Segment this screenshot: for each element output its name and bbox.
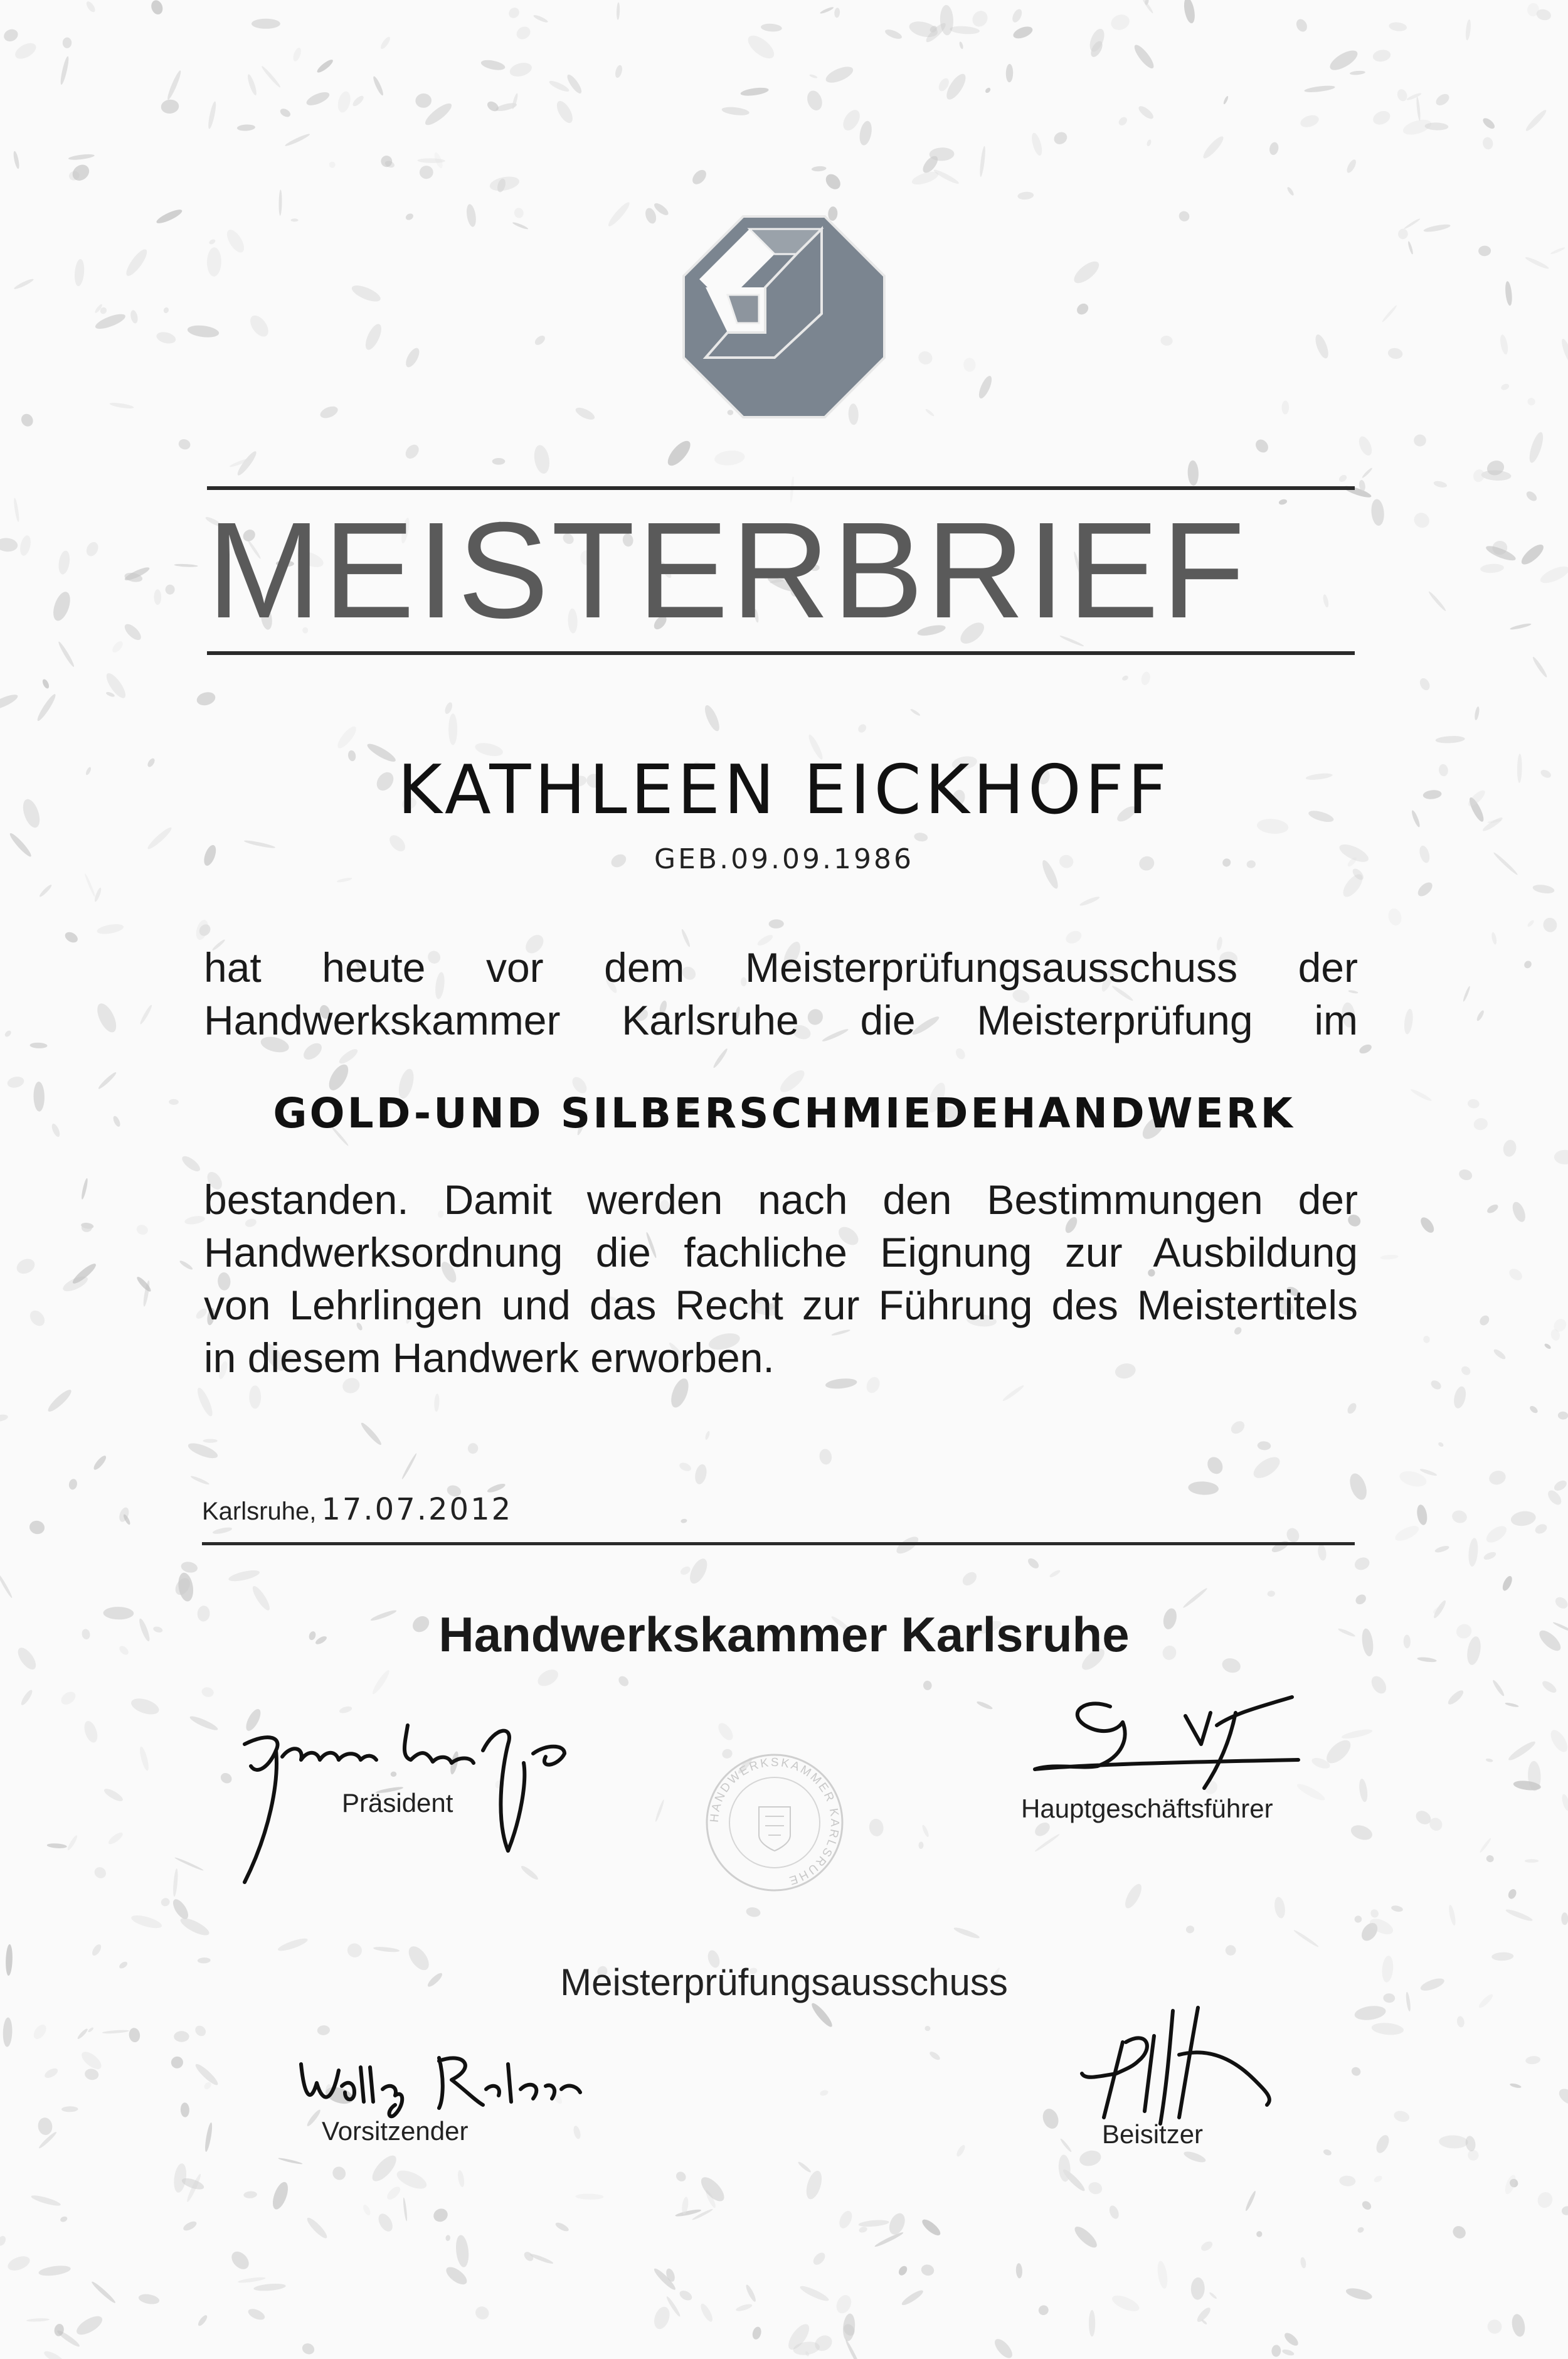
issue-date: 17.07.2012: [321, 1492, 513, 1527]
assessor-label: Beisitzer: [1102, 2119, 1204, 2149]
intro-paragraph: [204, 941, 1358, 1046]
body-line: in diesem Handwerk erworben.: [204, 1334, 775, 1381]
committee-name: Meisterprüfungsausschuss: [560, 1961, 1008, 2003]
issuer-name: Handwerkskammer Karlsruhe: [438, 1607, 1130, 1662]
place-label: Karlsruhe,: [202, 1498, 317, 1525]
body-line: bestanden. Damit werden nach den Bestimmungen der: [204, 1176, 1358, 1223]
title-bottom-rule: [207, 651, 1355, 655]
body-line: Handwerksordnung die fachliche Eignung zur Ausbildung: [204, 1229, 1358, 1275]
president-label: Präsident: [342, 1788, 453, 1818]
certificate-title: MEISTERBRIEF: [207, 494, 1248, 647]
managing-director-label: Hauptgeschäftsführer: [1021, 1794, 1273, 1823]
recipient-name: KATHLEEN EICKHOFF: [397, 751, 1171, 829]
body-paragraph: [204, 1173, 1358, 1384]
body-line: von Lehrlingen und das Recht zur Führung des Meistertitels: [204, 1282, 1358, 1328]
trade-name: GOLD-UND SILBERSCHMIEDEHANDWERK: [273, 1089, 1295, 1137]
chair-label: Vorsitzender: [322, 2116, 469, 2146]
chamber-seal: [702, 1750, 847, 1895]
managing-director-signature: [1029, 1688, 1305, 1801]
seal-text: HANDWERKSKAMMER KARLSRUHE: [707, 1755, 842, 1888]
chamber-logo: [681, 213, 887, 420]
title-top-rule: [207, 486, 1355, 490]
intro-line: hat heute vor dem Meisterprüfungsausschuss der: [204, 944, 1358, 991]
intro-line: Handwerkskammer Karlsruhe die Meisterprüfung im: [204, 997, 1358, 1043]
date-rule: [202, 1542, 1355, 1545]
birth-date: GEB.09.09.1986: [654, 843, 914, 875]
place-date: [202, 1492, 512, 1529]
